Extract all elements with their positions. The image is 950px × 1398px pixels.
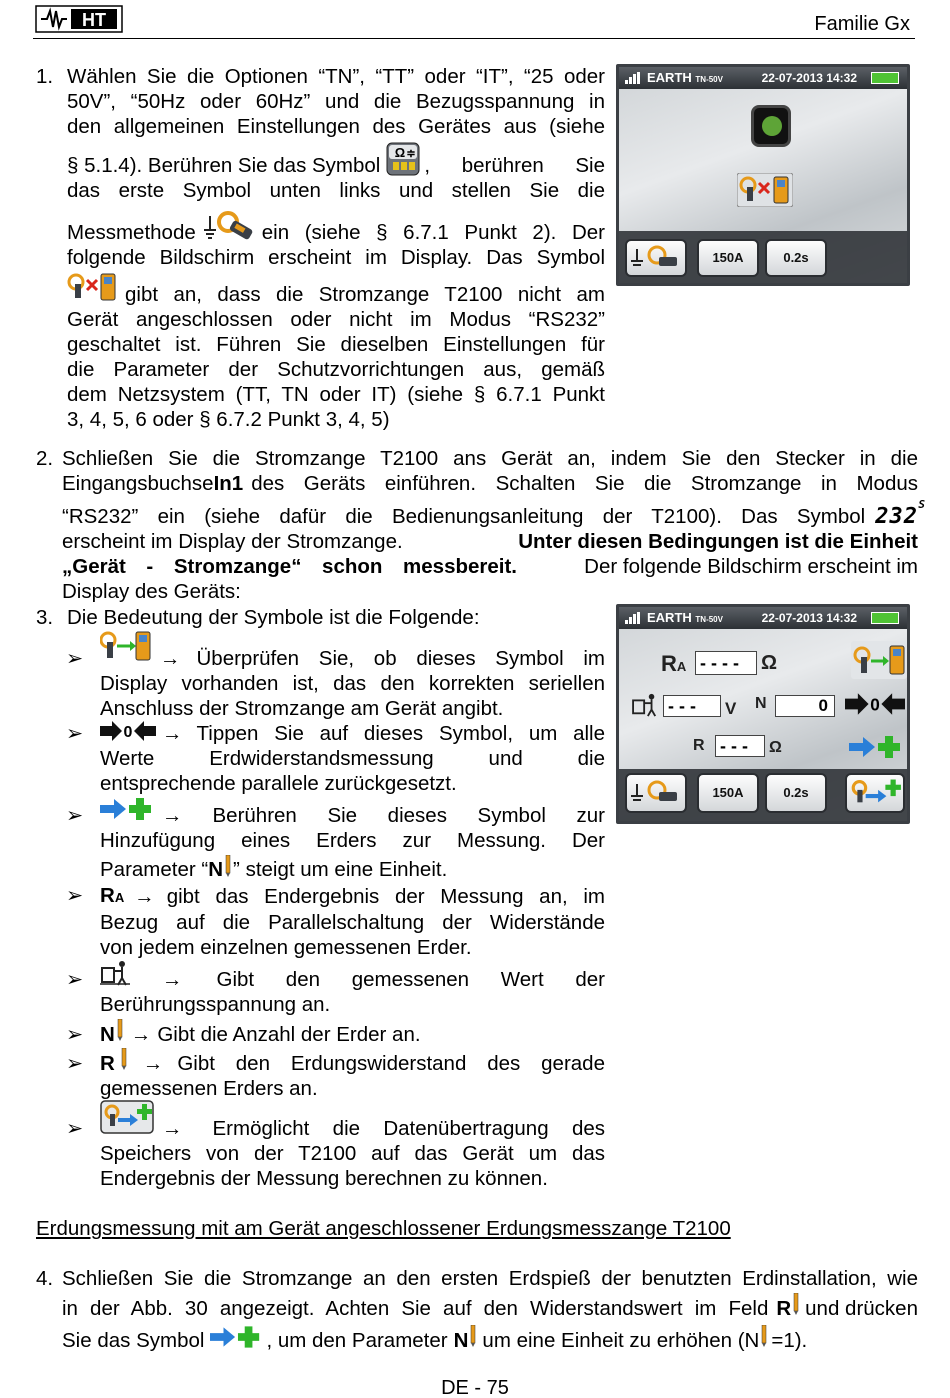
item1-number: 1. <box>36 65 54 88</box>
item2-line <box>62 529 918 554</box>
n-symbol: N <box>208 858 224 881</box>
item4-line-part: in der Abb. 30 angezeigt. Achten Sie auf den Widerstandswert im Feld <box>62 1297 769 1320</box>
item1-line-part: ein (siehe § 6.7.1 Punkt 2). Der <box>261 221 605 244</box>
input-socket-icon <box>751 105 791 147</box>
item4-line: Schließen Sie die Stromzange an den ersten Erdspieß der benutzten Erdinstallation, wie <box>62 1267 918 1290</box>
bullet: ➢ <box>66 1052 84 1075</box>
arrow-glyph: → <box>162 1117 183 1140</box>
svg-text:Ω: Ω <box>395 144 406 160</box>
clamp-disconnected-icon <box>67 272 117 302</box>
item1-line: geschaltet ist. Führen Sie dieselben Einstellungen für <box>67 333 605 356</box>
ra-label <box>661 651 686 679</box>
item2-line: Schließen Sie die Stromzange T2100 ans Gerät an, indem Sie den Stecker in die <box>62 447 918 470</box>
r-unit: Ω <box>769 739 782 756</box>
screen2-datetime: 22-07-2013 14:32 <box>761 611 857 625</box>
signal-icon <box>625 612 641 624</box>
touch-voltage-unit: V <box>725 699 737 718</box>
measure-method-button[interactable] <box>625 773 687 813</box>
item3-intro: Die Bedeutung der Symbole ist die Folgende: <box>67 606 480 629</box>
bullet: ➢ <box>66 968 84 991</box>
item2-line-part: “RS232” ein (siehe dafür die Bedienungsanleitung der T2100). Das Symbol <box>62 505 866 528</box>
earth-rod-small-icon <box>759 1325 769 1347</box>
bullet4-line-text: gibt das Endergebnis der Messung an, im <box>166 885 605 908</box>
item1-line-part: Messmethode <box>67 221 196 244</box>
bullet3-line-text: Berühren Sie dieses Symbol zur <box>212 804 605 827</box>
ra-symbol-sub: A <box>114 890 125 905</box>
arrow-glyph: → <box>162 722 183 745</box>
screen1-title-text: EARTH <box>647 70 692 85</box>
item1-line: 50V”, “50Hz oder 60Hz” und die Bezugsspannung in <box>67 90 605 113</box>
item2-bold-part: Unter diesen Bedingungen ist die Einheit <box>518 530 918 553</box>
r-label: R <box>693 737 705 754</box>
bullet4-line: Bezug auf die Parallelschaltung der Widerstände <box>100 911 605 934</box>
item4-line-part: Sie das Symbol <box>62 1329 205 1352</box>
item1-line-part: gibt an, dass die Stromzange T2100 nicht am <box>125 283 605 306</box>
item1-line <box>67 144 605 178</box>
screen1-title <box>647 67 723 91</box>
bullet8-line <box>100 1116 605 1141</box>
item2-line: Display des Geräts: <box>62 580 241 603</box>
time-setting-button[interactable]: 0.2s <box>765 239 827 277</box>
download-clamp-data-button[interactable] <box>845 773 905 813</box>
screen1-system: TN-50V <box>695 75 723 84</box>
arrow-glyph: → <box>130 1023 152 1046</box>
item4-line <box>62 1328 918 1353</box>
item3-number: 3. <box>36 606 54 629</box>
item1-line: dem Netzsystem (TT, TN oder IT) (siehe § 6.7.1 Punkt <box>67 383 605 406</box>
screen2-title <box>647 607 723 631</box>
n-label: N <box>755 695 767 712</box>
bullet5-line-text: Gibt den gemessenen Wert der <box>216 968 605 991</box>
rs232-digits: 232 <box>875 504 918 529</box>
bullet5-line <box>100 967 605 992</box>
bullet6-line-text: Gibt die Anzahl der Erder an. <box>157 1023 421 1046</box>
bullet5-line: Berührungsspannung an. <box>100 993 331 1016</box>
screen2-system: TN-50V <box>695 615 723 624</box>
item2-line-part: erscheint im Display der Stromzange. <box>62 530 403 553</box>
item1-text <box>67 64 605 432</box>
bullet: ➢ <box>66 884 84 907</box>
screen1-datetime: 22-07-2013 14:32 <box>761 71 857 85</box>
screen2-status-bar <box>619 607 907 629</box>
touch-voltage-screen-icon <box>631 693 661 723</box>
n-symbol: N <box>453 1329 469 1352</box>
bullet2-line <box>100 721 605 746</box>
bullet2-line: Werte Erdwiderstandsmessung und die <box>100 747 605 770</box>
item1-line-part: , berühren Sie <box>424 154 605 177</box>
item1-line: Gerät angeschlossen oder nicht im Modus “RS232” <box>67 308 605 331</box>
arrow-glyph: → <box>160 647 181 670</box>
bullet7-line: gemessenen Erders an. <box>100 1077 318 1100</box>
item1-line: Wählen Sie die Optionen “TN”, “TT” oder “IT”, “25 oder <box>67 65 605 88</box>
device-screen-2 <box>616 604 910 824</box>
arrow-glyph: → <box>134 885 155 908</box>
clamp-connected-status-icon <box>851 641 907 679</box>
n-value-field: 0 <box>775 695 835 717</box>
earth-rod-small-icon <box>791 1293 801 1315</box>
earth-clamp-method-icon <box>202 210 256 244</box>
rs232-sup: S <box>918 498 926 511</box>
item1-line: folgende Bildschirm erscheint im Display. Das Symbol <box>67 246 605 269</box>
add-earth-rod-icon <box>210 1324 264 1350</box>
item4-line-part: =1). <box>771 1329 808 1352</box>
add-earth-rod-button[interactable] <box>849 733 905 767</box>
item2-text <box>62 446 926 604</box>
section-heading: Erdungsmessung mit am Gerät angeschlossener Erdungsmesszange T2100 <box>36 1217 731 1240</box>
header-family: Familie Gx <box>814 13 910 35</box>
bullet: ➢ <box>66 722 84 745</box>
item4-text <box>62 1266 918 1353</box>
item2-line-part: Eingangsbuchse <box>62 472 214 495</box>
bullet8-line-text: Ermöglicht die Datenübertragung des <box>212 1117 605 1140</box>
header-rule <box>33 38 915 39</box>
input-in1-label: In1 <box>213 472 244 495</box>
earth-rod-small-icon <box>223 855 233 877</box>
bullet3-line-part: Parameter “ <box>100 858 209 881</box>
item2-line-part: des Geräts einführen. Schalten Sie die Stromzange in Modus <box>251 472 918 495</box>
signal-icon <box>625 72 641 84</box>
ra-label-sub: A <box>676 659 687 674</box>
arrow-glyph: → <box>162 804 183 827</box>
item1-line-part: § 5.1.4). Berühren Sie das Symbol <box>67 154 381 177</box>
settings-omega-icon <box>386 142 420 176</box>
bullet: ➢ <box>66 804 84 827</box>
item1-line <box>67 282 605 307</box>
bullet8-text <box>100 1116 605 1191</box>
item4-line <box>62 1296 918 1321</box>
bullet3-line-part: ” steigt um eine Einheit. <box>233 858 448 881</box>
ra-label-r: R <box>661 651 677 676</box>
bullet7-text <box>100 1051 605 1101</box>
item2-line <box>62 554 918 579</box>
item1-line: die Parameter der Schutzvorrichtungen aus, gemäß <box>67 358 605 381</box>
download-clamp-data-icon <box>847 775 903 811</box>
svg-text:0: 0 <box>870 694 880 715</box>
bullet2-line: entsprechende parallele zurückgesetzt. <box>100 772 457 795</box>
earth-clamp-icon <box>627 775 685 811</box>
arrow-glyph: → <box>162 968 183 991</box>
earth-rod-small-icon <box>115 1019 125 1041</box>
device-screen-1 <box>616 64 910 286</box>
screen2-title-text: EARTH <box>647 610 692 625</box>
item4-line-part: , um den Parameter <box>266 1329 448 1352</box>
svg-text:≑: ≑ <box>406 147 416 160</box>
page-number: DE - 75 <box>441 1377 509 1398</box>
n-symbol: N <box>100 1023 115 1046</box>
bullet1-line: Anschluss der Stromzange am Gerät angibt. <box>100 697 504 720</box>
bullet4-text <box>100 883 605 960</box>
bullet8-line: Speichers von der T2100 auf das Gerät um das <box>100 1142 605 1165</box>
item4-line-part: und drücken <box>805 1297 918 1320</box>
bullet4-line: von jedem einzelnen gemessenen Erder. <box>100 936 472 959</box>
item1-line <box>67 220 605 245</box>
item2-bold-part: „Gerät - Stromzange“ schon messbereit. <box>62 555 517 578</box>
rs232-display-symbol <box>875 498 926 529</box>
arrow-glyph: → <box>142 1052 164 1075</box>
item1-line: das erste Symbol unten links und stellen Sie die <box>67 179 605 202</box>
ra-symbol-r: R <box>100 884 115 907</box>
battery-icon <box>871 612 899 624</box>
item2-number: 2. <box>36 447 54 470</box>
reset-arrows-button[interactable] <box>845 691 905 723</box>
bullet7-line-text: Gibt den Erdungswiderstand des gerade <box>177 1052 605 1075</box>
bullet3-line <box>100 857 605 882</box>
time-setting-button[interactable]: 0.2s <box>765 773 827 813</box>
bullet3-text <box>100 803 605 882</box>
earth-rod-small-icon <box>468 1325 478 1347</box>
logo-text: HT <box>82 10 106 30</box>
r-value-field: - - - <box>715 735 765 757</box>
item4-number: 4. <box>36 1267 54 1290</box>
bullet: ➢ <box>66 647 84 670</box>
battery-icon <box>871 72 899 84</box>
bullet1-line <box>100 646 605 671</box>
ra-unit: Ω <box>761 652 778 674</box>
bullet: ➢ <box>66 1023 84 1046</box>
item2-line <box>62 471 918 496</box>
bullet: ➢ <box>66 1117 84 1140</box>
bullet3-line <box>100 803 605 828</box>
ht-logo <box>35 5 123 33</box>
ra-value-field: - - - - <box>695 651 757 675</box>
current-setting-button[interactable]: 150A <box>697 773 759 813</box>
screen1-status-bar <box>619 67 907 89</box>
bullet2-line-text: Tippen Sie auf dieses Symbol, um alle <box>196 722 605 745</box>
bullet8-line: Endergebnis der Messung berechnen zu können. <box>100 1167 548 1190</box>
bullet1-line: Display vorhanden ist, das den korrekten seriellen <box>100 672 605 695</box>
item4-line-part: um eine Einheit zu erhöhen (N <box>482 1329 760 1352</box>
item2-line-part: Der folgende Bildschirm erscheint im <box>584 555 918 578</box>
earth-clamp-icon <box>627 241 685 275</box>
item1-line: 3, 4, 5, 6 oder § 6.7.2 Punkt 3, 4, 5) <box>67 408 390 431</box>
bullet7-line <box>100 1051 605 1076</box>
current-setting-button[interactable]: 150A <box>697 239 759 277</box>
bullet6-text <box>100 1022 605 1047</box>
bullet1-text <box>100 646 605 721</box>
bullet1-line-text: Überprüfen Sie, ob dieses Symbol im <box>196 647 605 670</box>
svg-text:0: 0 <box>123 724 133 741</box>
bullet4-line <box>100 883 605 910</box>
touch-voltage-field: - - - <box>663 695 721 717</box>
item1-line: den allgemeinen Einstellungen des Gerätes aus (siehe <box>67 115 605 138</box>
measure-method-button[interactable] <box>625 239 687 277</box>
bullet3-line: Hinzufügung eines Erders zur Messung. Der <box>100 829 605 852</box>
clamp-disconnected-status-icon <box>737 173 793 213</box>
bullet5-text <box>100 967 605 1017</box>
ra-symbol <box>100 883 124 910</box>
r-symbol: R <box>100 1052 115 1075</box>
bullet2-text <box>100 721 605 796</box>
r-symbol: R <box>776 1297 792 1320</box>
item2-line <box>62 498 926 529</box>
earth-rod-small-icon <box>119 1048 129 1070</box>
